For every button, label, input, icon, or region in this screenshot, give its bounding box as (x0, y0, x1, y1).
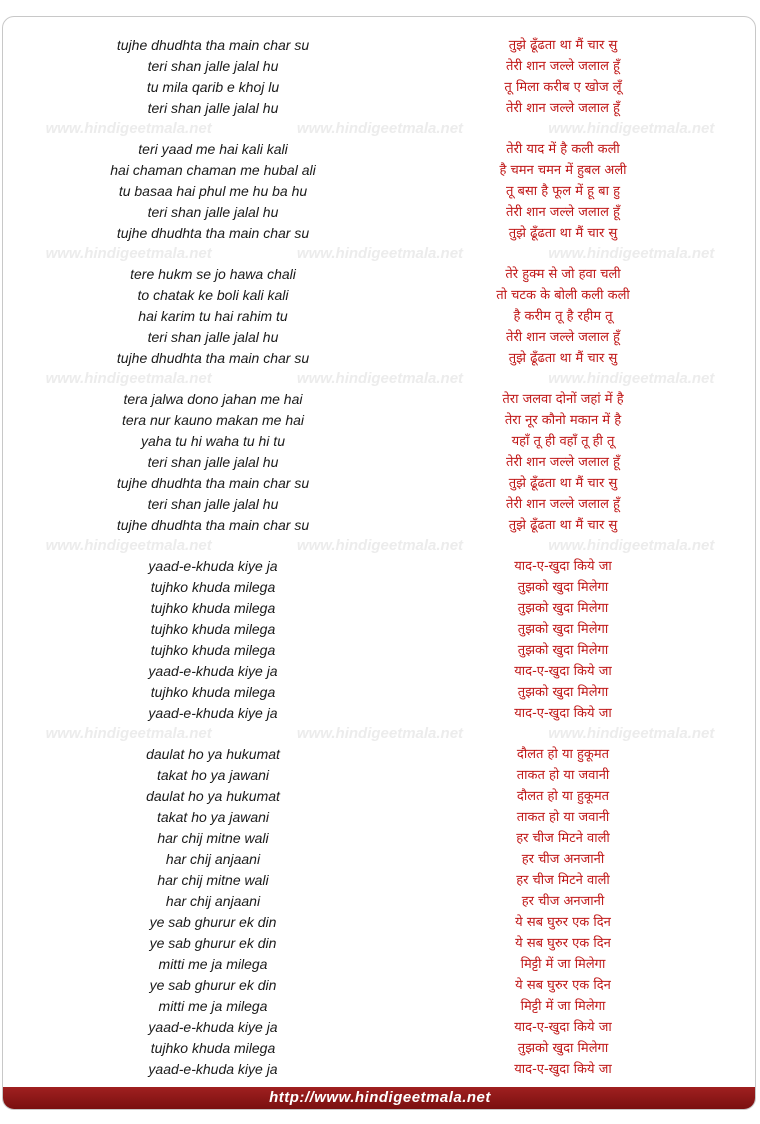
watermark-text: www.hindigeetmala.net (45, 370, 212, 387)
lyric-line-hindi: तुझको खुदा मिलेगा (517, 601, 609, 616)
lyric-line (3, 744, 756, 765)
lyric-line-hindi: तुझको खुदा मिलेगा (517, 643, 609, 658)
lyric-line-hindi: ये सब घुरुर एक दिन (515, 936, 611, 951)
lyric-line-roman: daulat ho ya hukumat (146, 788, 280, 804)
lyric-line-hindi: तेरी शान जल्ले जलाल हूँ (506, 330, 620, 345)
stanza-gap-watermark (3, 536, 756, 556)
lyric-line-roman: tera jalwa dono jahan me hai (123, 391, 303, 407)
lyric-line-hindi: तेरी शान जल्ले जलाल हूँ (506, 101, 620, 116)
lyric-line (3, 515, 756, 536)
lyric-line-roman: har chij anjaani (165, 851, 261, 867)
lyric-line-roman: yaad-e-khuda kiye ja (148, 1061, 278, 1077)
lyric-line-hindi: तो चटक के बोली कली कली (496, 288, 630, 303)
lyric-line (3, 35, 756, 56)
watermark-text: www.hindigeetmala.net (45, 245, 212, 262)
lyric-line (3, 98, 756, 119)
lyric-line-roman: teri yaad me hai kali kali (138, 141, 288, 157)
lyric-line (3, 996, 756, 1017)
lyric-line-hindi: ये सब घुरुर एक दिन (515, 978, 611, 993)
lyric-line-roman: har chij mitne wali (157, 830, 269, 846)
lyrics-container (3, 35, 756, 1080)
watermark-row (3, 244, 756, 264)
lyric-line-roman: yaad-e-khuda kiye ja (148, 1019, 278, 1035)
lyric-line-hindi: है करीम तू है रहीम तू (513, 309, 613, 324)
lyric-line-roman: teri shan jalle jalal hu (147, 454, 279, 470)
lyric-line-roman: tere hukm se jo hawa chali (130, 266, 296, 282)
lyric-line (3, 181, 756, 202)
lyric-line-roman: tujhe dhudhta tha main char su (116, 350, 310, 366)
watermark-text: www.hindigeetmala.net (296, 245, 464, 262)
lyric-line (3, 703, 756, 724)
lyric-line (3, 264, 756, 285)
lyric-line-roman: yaha tu hi waha tu hi tu (141, 433, 285, 449)
lyric-line-hindi: यहाँ तू ही वहाँ तू ही तू (511, 434, 615, 449)
lyric-line-hindi: तुझे ढूँढता था मैं चार सु (508, 38, 618, 53)
lyric-line-roman: teri shan jalle jalal hu (147, 100, 279, 116)
lyric-line-roman: takat ho ya jawani (156, 809, 270, 825)
watermark-text: www.hindigeetmala.net (296, 120, 464, 137)
watermark-row (3, 369, 756, 389)
stanza-gap-watermark (3, 724, 756, 744)
lyric-line-roman: daulat ho ya hukumat (146, 746, 280, 762)
lyric-line-roman: tujhko khuda milega (150, 684, 276, 700)
lyric-line-roman: ye sab ghurur ek din (149, 935, 277, 951)
lyric-line-hindi: तेरी शान जल्ले जलाल हूँ (506, 59, 620, 74)
lyric-line-roman: mitti me ja milega (158, 998, 268, 1014)
lyric-line (3, 828, 756, 849)
lyric-line (3, 640, 756, 661)
lyric-line-roman: yaad-e-khuda kiye ja (148, 663, 278, 679)
lyric-line-hindi: ये सब घुरुर एक दिन (515, 915, 611, 930)
lyric-line (3, 661, 756, 682)
lyric-line-hindi: याद-ए-खुदा किये जा (514, 664, 612, 679)
lyric-line (3, 160, 756, 181)
watermark-text: www.hindigeetmala.net (296, 725, 464, 742)
stanza-gap-watermark (3, 119, 756, 139)
watermark-row (3, 724, 756, 744)
lyric-line-roman: tujhko khuda milega (150, 579, 276, 595)
lyric-line (3, 619, 756, 640)
lyric-line (3, 786, 756, 807)
lyric-line-hindi: तू मिला करीब ए खोज लूँ (504, 80, 622, 95)
lyric-line-roman: hai karim tu hai rahim tu (138, 308, 288, 324)
lyric-line-hindi: तुझे ढूँढता था मैं चार सु (508, 226, 618, 241)
watermark-text: www.hindigeetmala.net (296, 370, 464, 387)
lyric-line-roman: ye sab ghurur ek din (149, 914, 277, 930)
lyric-line-hindi: मिट्टी में जा मिलेगा (520, 999, 606, 1014)
watermark-text: www.hindigeetmala.net (45, 725, 212, 742)
lyric-line-hindi: हर चीज मिटने वाली (516, 831, 610, 846)
lyric-line-roman: yaad-e-khuda kiye ja (148, 705, 278, 721)
lyrics-frame (2, 16, 756, 1110)
lyric-line-hindi: याद-ए-खुदा किये जा (514, 1020, 612, 1035)
lyric-line (3, 139, 756, 160)
lyric-line-roman: tujhko khuda milega (150, 642, 276, 658)
lyric-line-hindi: हर चीज अनजानी (521, 852, 605, 867)
lyric-line (3, 891, 756, 912)
lyric-line-hindi: दौलत हो या हुकूमत (516, 747, 610, 762)
lyric-line-hindi: तेरा नूर कौनो मकान में है (504, 413, 622, 428)
lyric-line-hindi: तेरी शान जल्ले जलाल हूँ (506, 205, 620, 220)
watermark-row (3, 536, 756, 556)
lyric-line-roman: tujhko khuda milega (150, 1040, 276, 1056)
watermark-text: www.hindigeetmala.net (296, 537, 464, 554)
lyric-line (3, 431, 756, 452)
lyric-line (3, 77, 756, 98)
lyric-line (3, 577, 756, 598)
lyric-line (3, 306, 756, 327)
lyric-line (3, 556, 756, 577)
lyric-line-roman: teri shan jalle jalal hu (147, 204, 279, 220)
lyric-line-roman: tujhe dhudhta tha main char su (116, 517, 310, 533)
lyric-line-hindi: ताकत हो या जवानी (516, 768, 610, 783)
lyric-line-roman: teri shan jalle jalal hu (147, 58, 279, 74)
lyric-line (3, 223, 756, 244)
lyric-line (3, 410, 756, 431)
lyric-line-roman: tu basaa hai phul me hu ba hu (118, 183, 308, 199)
lyric-line-roman: tera nur kauno makan me hai (121, 412, 305, 428)
lyric-line-hindi: तेरी याद में है कली कली (506, 142, 620, 157)
lyric-line (3, 870, 756, 891)
lyric-line (3, 285, 756, 306)
watermark-text: www.hindigeetmala.net (548, 245, 715, 262)
lyric-line (3, 452, 756, 473)
lyric-line-hindi: तेरा जलवा दोनों जहां में है (502, 392, 624, 407)
lyric-line-hindi: तुझको खुदा मिलेगा (517, 580, 609, 595)
lyric-line-hindi: तुझे ढूँढता था मैं चार सु (508, 351, 618, 366)
lyric-line-roman: teri shan jalle jalal hu (147, 496, 279, 512)
watermark-text: www.hindigeetmala.net (548, 370, 715, 387)
lyric-line-hindi: याद-ए-खुदा किये जा (514, 1062, 612, 1077)
lyric-line-roman: teri shan jalle jalal hu (147, 329, 279, 345)
lyric-line-hindi: तुझको खुदा मिलेगा (517, 685, 609, 700)
lyric-line-roman: takat ho ya jawani (156, 767, 270, 783)
watermark-text: www.hindigeetmala.net (45, 120, 212, 137)
lyric-line-roman: yaad-e-khuda kiye ja (148, 558, 278, 574)
lyric-line-roman: to chatak ke boli kali kali (137, 287, 289, 303)
lyric-line-hindi: है चमन चमन में हुबल अली (499, 163, 627, 178)
lyric-line-hindi: याद-ए-खुदा किये जा (514, 706, 612, 721)
lyric-line (3, 849, 756, 870)
lyric-line (3, 202, 756, 223)
watermark-text: www.hindigeetmala.net (548, 120, 715, 137)
watermark-text: www.hindigeetmala.net (548, 725, 715, 742)
lyric-line-hindi: याद-ए-खुदा किये जा (514, 559, 612, 574)
lyric-line-roman: ye sab ghurur ek din (149, 977, 277, 993)
lyric-line-hindi: तेरे हुक्म से जो हवा चली (505, 267, 621, 282)
lyric-line-hindi: तुझे ढूँढता था मैं चार सु (508, 476, 618, 491)
lyric-line (3, 765, 756, 786)
footer-bar (3, 1087, 756, 1109)
stanza-gap-watermark (3, 369, 756, 389)
watermark-row (3, 119, 756, 139)
lyric-line-roman: har chij anjaani (165, 893, 261, 909)
lyric-line-hindi: तेरी शान जल्ले जलाल हूँ (506, 455, 620, 470)
lyric-line (3, 807, 756, 828)
lyric-line-hindi: ताकत हो या जवानी (516, 810, 610, 825)
lyric-line-hindi: हर चीज अनजानी (521, 894, 605, 909)
lyric-line (3, 389, 756, 410)
lyric-line (3, 1038, 756, 1059)
lyric-line-roman: hai chaman chaman me hubal ali (110, 162, 316, 178)
lyric-line (3, 975, 756, 996)
lyric-line-roman: har chij mitne wali (157, 872, 269, 888)
lyric-line (3, 1017, 756, 1038)
lyric-line-hindi: तू बसा है फूल में हू बा हु (505, 184, 621, 199)
footer-url-link[interactable]: http://www.hindigeetmala.net (269, 1089, 491, 1106)
lyric-line-hindi: तुझको खुदा मिलेगा (517, 1041, 609, 1056)
lyric-line-roman: tujhe dhudhta tha main char su (116, 475, 310, 491)
lyric-line (3, 348, 756, 369)
lyric-line-roman: mitti me ja milega (158, 956, 268, 972)
lyric-line (3, 912, 756, 933)
lyric-line-hindi: दौलत हो या हुकूमत (516, 789, 610, 804)
lyric-line (3, 494, 756, 515)
lyric-line (3, 56, 756, 77)
lyric-line-roman: tujhko khuda milega (150, 600, 276, 616)
lyric-line-roman: tujhe dhudhta tha main char su (116, 37, 310, 53)
lyric-line-roman: tu mila qarib e khoj lu (146, 79, 280, 95)
stanza-gap-watermark (3, 244, 756, 264)
lyric-line-hindi: मिट्टी में जा मिलेगा (520, 957, 606, 972)
lyric-line (3, 473, 756, 494)
lyric-line (3, 1059, 756, 1080)
lyric-line (3, 327, 756, 348)
lyric-line-hindi: तुझको खुदा मिलेगा (517, 622, 609, 637)
lyric-line-roman: tujhko khuda milega (150, 621, 276, 637)
lyric-line-hindi: तुझे ढूँढता था मैं चार सु (508, 518, 618, 533)
lyric-line-hindi: हर चीज मिटने वाली (516, 873, 610, 888)
watermark-text: www.hindigeetmala.net (548, 537, 715, 554)
lyric-line (3, 954, 756, 975)
lyric-line (3, 682, 756, 703)
lyric-line-hindi: तेरी शान जल्ले जलाल हूँ (506, 497, 620, 512)
lyric-line (3, 933, 756, 954)
watermark-text: www.hindigeetmala.net (45, 537, 212, 554)
lyric-line-roman: tujhe dhudhta tha main char su (116, 225, 310, 241)
lyric-line (3, 598, 756, 619)
